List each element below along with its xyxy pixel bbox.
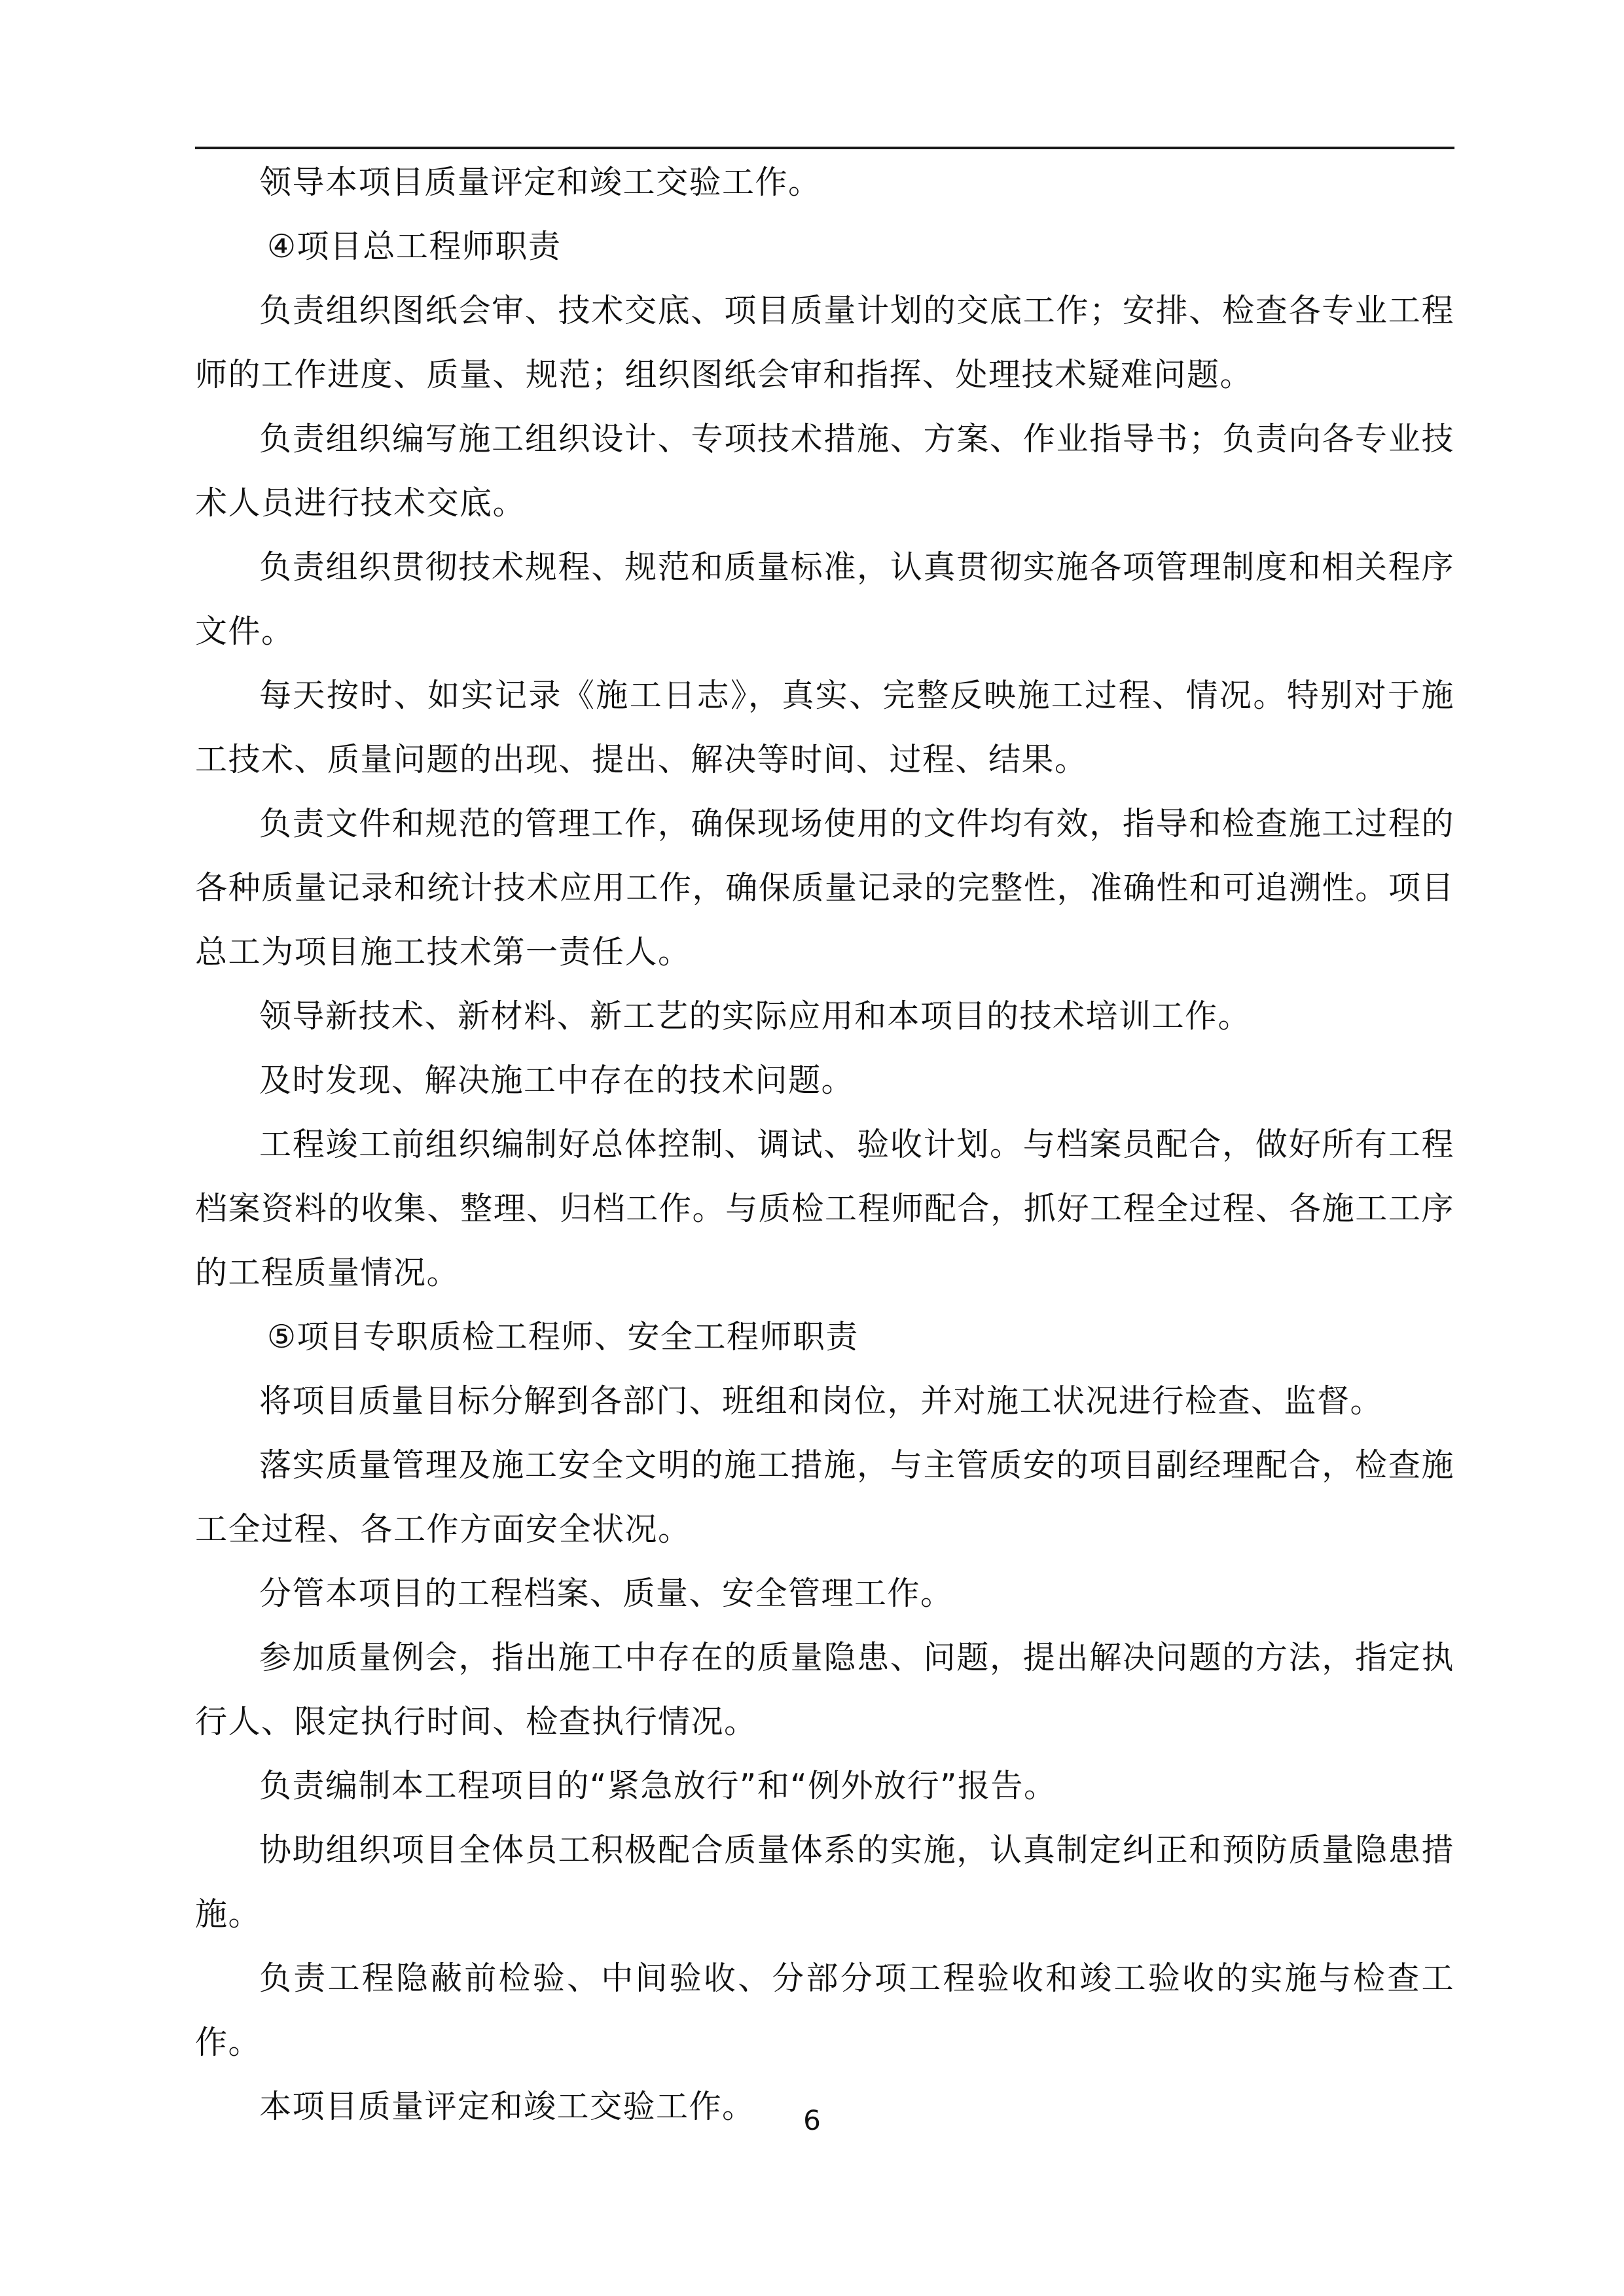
paragraph: 负责工程隐蔽前检验、中间验收、分部分项工程验收和竣工验收的实施与检查工作。 [195,1960,1454,2061]
section-heading: ⑤项目专职质检工程师、安全工程师职责 [267,1318,859,1355]
paragraph: 负责组织贯彻技术规程、规范和质量标准，认真贯彻实施各项管理制度和相关程序文件。 [195,548,1454,650]
document-body [195,151,1454,2139]
paragraph: 本项目质量评定和竣工交验工作。 [259,2088,755,2125]
paragraph: 负责文件和规范的管理工作，确保现场使用的文件均有效，指导和检查施工过程的各种质量记录和统计技术应用工作，确保质量记录的完整性，准确性和可追溯性。项目总工为项目施工技术第一责任人。 [195,805,1454,971]
paragraph: 负责组织图纸会审、技术交底、项目质量计划的交底工作；安排、检查各专业工程师的工作进度、质量、规范；组织图纸会审和指挥、处理技术疑难问题。 [195,292,1454,393]
paragraph: 协助组织项目全体员工积极配合质量体系的实施，认真制定纠正和预防质量隐患措施。 [195,1831,1454,1933]
paragraph: 领导本项目质量评定和竣工交验工作。 [259,164,821,201]
section-heading: ④项目总工程师职责 [267,228,562,265]
paragraph: 负责组织编写施工组织设计、专项技术措施、方案、作业指导书；负责向各专业技术人员进行技术交底。 [195,420,1454,522]
paragraph: 领导新技术、新材料、新工艺的实际应用和本项目的技术培训工作。 [259,997,1252,1035]
paragraph: 分管本项目的工程档案、质量、安全管理工作。 [259,1575,954,1612]
paragraph: 每天按时、如实记录《施工日志》，真实、完整反映施工过程、情况。特别对于施工技术、质量问题的出现、提出、解决等时间、过程、结果。 [195,677,1454,778]
paragraph: 及时发现、解决施工中存在的技术问题。 [259,1062,855,1099]
paragraph: 参加质量例会，指出施工中存在的质量隐患、问题，提出解决问题的方法，指定执行人、限定执行时间、检查执行情况。 [195,1639,1454,1740]
paragraph: 负责编制本工程项目的“紧急放行”和“例外放行”报告。 [259,1767,1057,1804]
page-number: 6 [803,2104,821,2136]
paragraph: 落实质量管理及施工安全文明的施工措施，与主管质安的项目副经理配合，检查施工全过程、各工作方面安全状况。 [195,1446,1454,1548]
paragraph: 工程竣工前组织编制好总体控制、调试、验收计划。与档案员配合，做好所有工程档案资料的收集、整理、归档工作。与质检工程师配合，抓好工程全过程、各施工工序的工程质量情况。 [195,1126,1454,1291]
paragraph: 将项目质量目标分解到各部门、班组和岗位，并对施工状况进行检查、监督。 [259,1382,1384,1420]
header-rule [195,147,1454,149]
